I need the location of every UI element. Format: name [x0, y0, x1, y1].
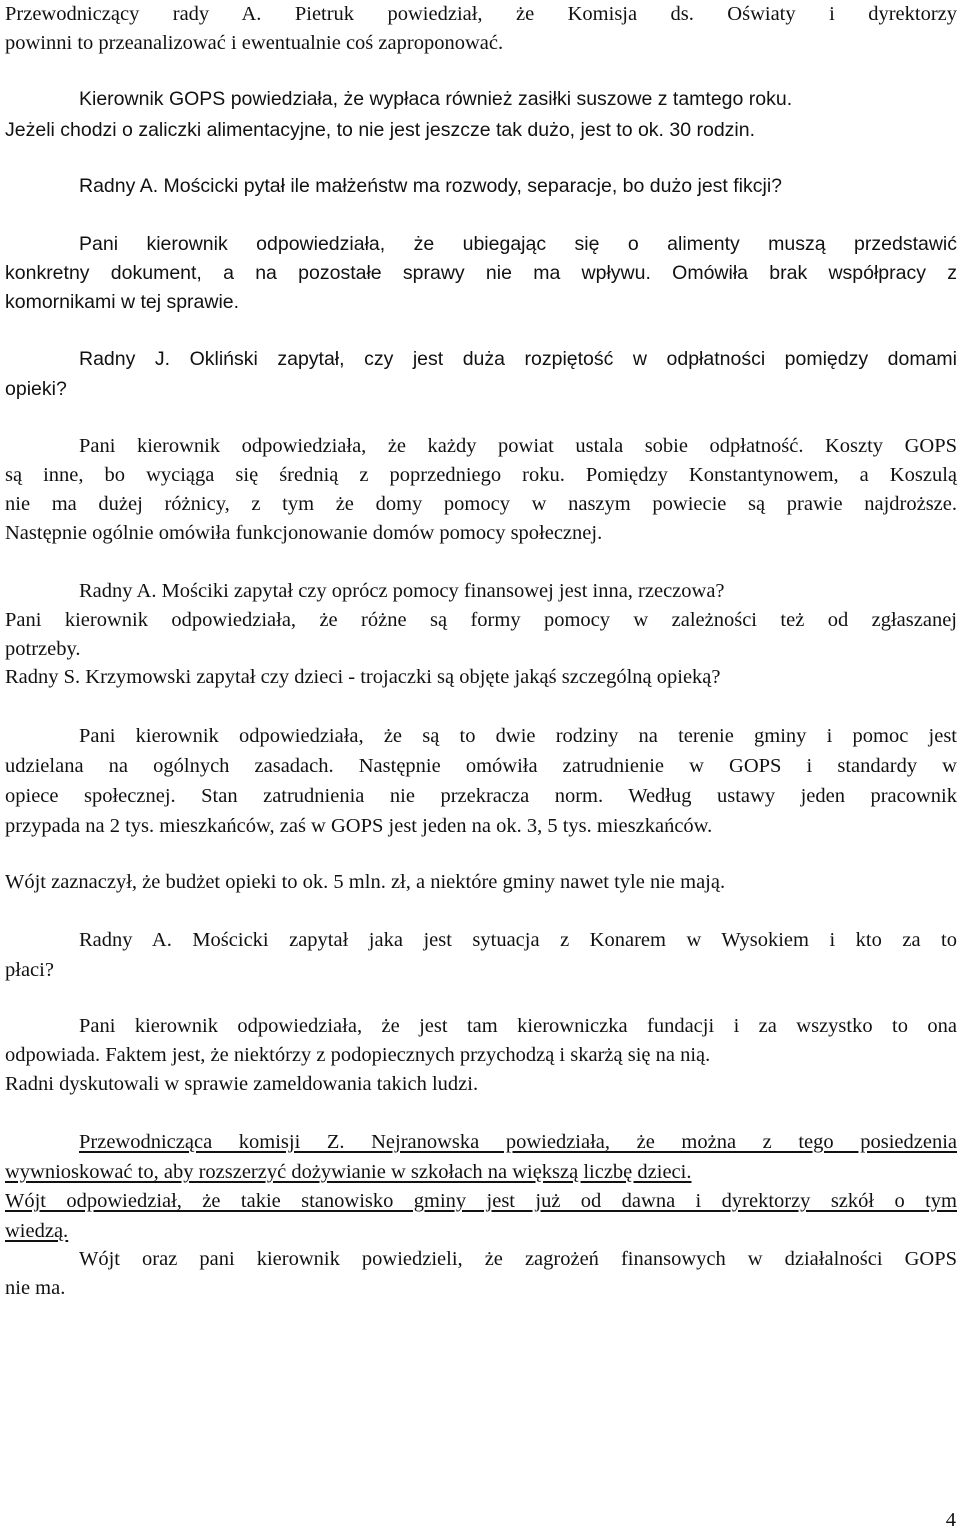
text-line: Radni dyskutowali w sprawie zameldowania takich ludzi. — [5, 1073, 479, 1095]
text-line: Kierownik GOPS powiedziała, że wypłaca również zasiłki suszowe z tamtego roku. — [79, 88, 793, 110]
text-line: Wójt oraz pani kierownik powiedzieli, że zagrożeń finansowych w działalności GOPS — [79, 1248, 957, 1270]
text-line: nie ma. — [5, 1277, 66, 1299]
text-line: Następnie ogólnie omówiła funkcjonowanie domów pomocy społecznej. — [5, 522, 603, 544]
text-line: opieki? — [5, 378, 67, 400]
text-line: udzielana na ogólnych zasadach. Następnie omówiła zatrudnienie w GOPS i standardy w — [5, 755, 957, 777]
page-number: 4 — [945, 1509, 956, 1531]
text-line: komornikami w tej sprawie. — [5, 291, 240, 313]
text-line: Przewodnicząca komisji Z. Nejranowska powiedziała, że można z tego posiedzenia — [79, 1131, 957, 1153]
text-line: Pani kierownik odpowiedziała, że ubiegając się o alimenty muszą przedstawić — [79, 233, 957, 255]
text-line: Jeżeli chodzi o zaliczki alimentacyjne, to nie jest jeszcze tak dużo, jest to ok. 30 rodzin. — [5, 119, 756, 141]
text-line: Przewodniczący rady A. Pietruk powiedział, że Komisja ds. Oświaty i dyrektorzy — [5, 3, 957, 25]
text-line: Pani kierownik odpowiedziała, że są to dwie rodziny na terenie gminy i pomoc jest — [79, 725, 957, 747]
text-line: nie ma dużej różnicy, z tym że domy pomocy w naszym powiecie są prawie najdroższe. — [5, 493, 957, 515]
text-line: Pani kierownik odpowiedziała, że jest tam kierowniczka fundacji i za wszystko to ona — [79, 1015, 957, 1037]
text-line: są inne, bo wyciąga się średnią z poprzedniego roku. Pomiędzy Konstantynowem, a Koszulą — [5, 464, 957, 486]
text-line: Wójt odpowiedział, że takie stanowisko gminy jest już od dawna i dyrektorzy szkół o tym — [5, 1190, 957, 1212]
text-line: odpowiada. Faktem jest, że niektórzy z podopiecznych przychodzą i skarżą się na nią. — [5, 1044, 711, 1066]
text-line: Pani kierownik odpowiedziała, że różne są formy pomocy w zależności też od zgłaszanej — [5, 609, 957, 631]
text-line: Wójt zaznaczył, że budżet opieki to ok. 5 mln. zł, a niektóre gminy nawet tyle nie mają. — [5, 871, 726, 893]
text-line: powinni to przeanalizować i ewentualnie coś zaproponować. — [5, 32, 504, 54]
text-line: opiece społecznej. Stan zatrudnienia nie przekracza norm. Według ustawy jeden pracownik — [5, 785, 957, 807]
text-line: wywnioskować to, aby rozszerzyć dożywianie w szkołach na większą liczbę dzieci. — [5, 1161, 692, 1183]
text-line: konkretny dokument, a na pozostałe sprawy nie ma wpływu. Omówiła brak współpracy z — [5, 262, 957, 284]
text-line: Radny S. Krzymowski zapytał czy dzieci - trojaczki są objęte jakąś szczególną opieką? — [5, 666, 721, 688]
text-line: płaci? — [5, 959, 54, 981]
text-line: Radny A. Mościki zapytał czy oprócz pomocy finansowej jest inna, rzeczowa? — [79, 580, 725, 602]
text-line: wiedzą. — [5, 1220, 69, 1242]
text-line: przypada na 2 tys. mieszkańców, zaś w GOPS jest jeden na ok. 3, 5 tys. mieszkańców. — [5, 815, 713, 837]
text-line: Pani kierownik odpowiedziała, że każdy powiat ustala sobie odpłatność. Koszty GOPS — [79, 435, 957, 457]
text-line: Radny A. Mościcki zapytał jaka jest sytuacja z Konarem w Wysokiem i kto za to — [79, 929, 957, 951]
text-line: Radny A. Mościcki pytał ile małżeństw ma rozwody, separacje, bo dużo jest fikcji? — [79, 175, 783, 197]
text-line: potrzeby. — [5, 638, 81, 660]
text-line: Radny J. Okliński zapytał, czy jest duża rozpiętość w odpłatności pomiędzy domami — [79, 348, 957, 370]
